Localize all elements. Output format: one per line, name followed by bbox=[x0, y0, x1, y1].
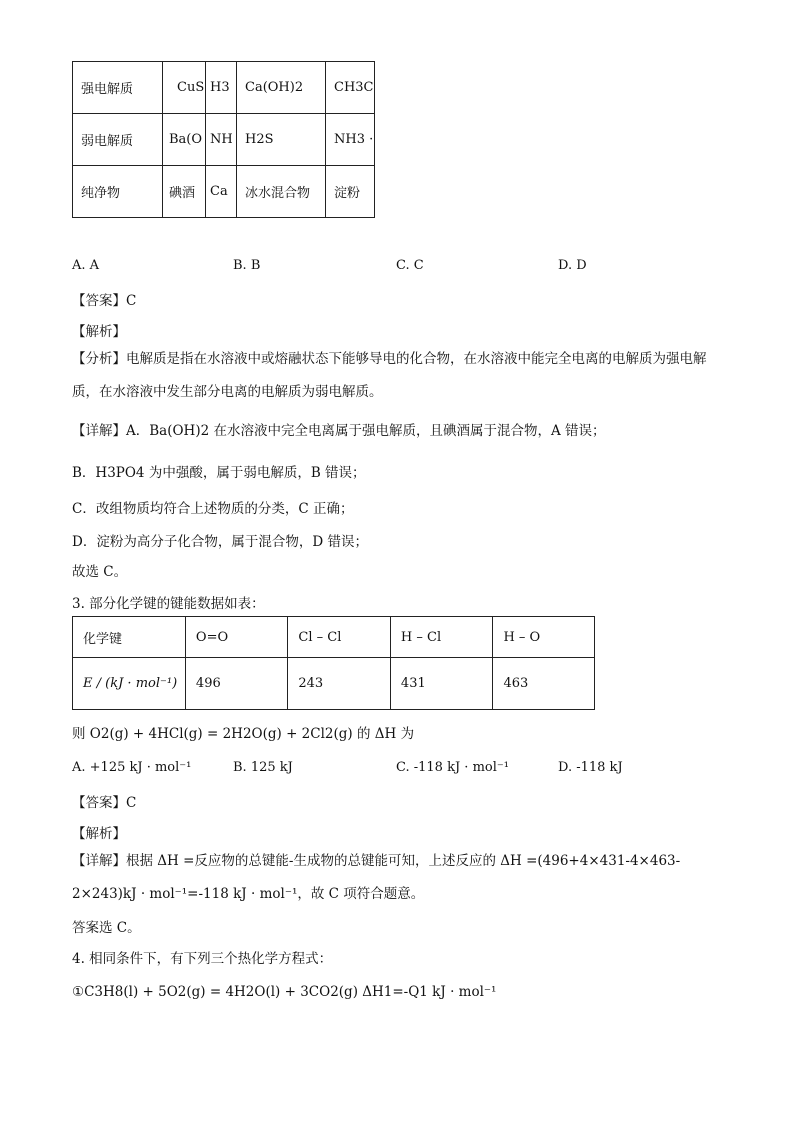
table-header: H – Cl bbox=[390, 617, 493, 658]
table-cell: H2S bbox=[237, 114, 326, 166]
classification-table bbox=[72, 61, 375, 218]
table-cell: 463 bbox=[493, 658, 595, 710]
option-c: C. C bbox=[396, 258, 424, 273]
detail-d: D．淀粉为高分子化合物，属于混合物，D 错误； bbox=[72, 534, 368, 550]
analysis-label: 【解析】 bbox=[72, 324, 126, 340]
table-cell: H3 bbox=[206, 62, 237, 114]
answer-label: 【答案】C bbox=[72, 293, 137, 309]
option-a: A. A bbox=[72, 258, 100, 273]
table-cell: 496 bbox=[185, 658, 287, 710]
table-row bbox=[73, 166, 375, 218]
table-row bbox=[73, 62, 375, 114]
option-a: A. +125 kJ · mol⁻¹ bbox=[72, 760, 192, 775]
table-cell: Ca bbox=[206, 166, 237, 218]
table-header: Cl – Cl bbox=[288, 617, 391, 658]
answer-label: 【答案】C bbox=[72, 795, 137, 811]
table-row-label: E / (kJ · mol⁻¹) bbox=[73, 658, 186, 710]
table-cell: 纯净物 bbox=[73, 166, 163, 218]
detail-c: C．改组物质均符合上述物质的分类，C 正确； bbox=[72, 501, 354, 517]
table-cell: CH3C bbox=[326, 62, 375, 114]
table-header: H – O bbox=[493, 617, 595, 658]
table-cell: Ba(O bbox=[163, 114, 206, 166]
table-header: 化学键 bbox=[73, 617, 186, 658]
conclusion: 故选 C。 bbox=[72, 564, 128, 580]
table-cell: 弱电解质 bbox=[73, 114, 163, 166]
detail-a: 【详解】A．Ba(OH)2 在水溶液中完全电离属于强电解质，且碘酒属于混合物，A 错误； bbox=[72, 423, 606, 439]
table-cell: 淀粉 bbox=[326, 166, 375, 218]
table-cell: Ca(OH)2 bbox=[237, 62, 326, 114]
analysis-label: 【解析】 bbox=[72, 826, 126, 842]
question-stem: 4. 相同条件下，有下列三个热化学方程式： bbox=[72, 951, 333, 967]
table-cell: CuS bbox=[163, 62, 206, 114]
question-text: 则 O2(g) + 4HCl(g) = 2H2O(g) + 2Cl2(g) 的 ΔH 为 bbox=[72, 726, 415, 742]
table-header: O=O bbox=[185, 617, 287, 658]
option-d: D. D bbox=[558, 258, 587, 273]
table-row bbox=[73, 114, 375, 166]
option-d: D. -118 kJ bbox=[558, 760, 623, 775]
table-header-row bbox=[73, 617, 595, 658]
bond-energy-table bbox=[72, 616, 595, 710]
equation-1: ①C3H8(l) + 5O2(g) = 4H2O(l) + 3CO2(g) ΔH1=-Q1 kJ · mol⁻¹ bbox=[72, 984, 497, 1000]
table-cell: 243 bbox=[288, 658, 391, 710]
detail-text: 【详解】根据 ΔH =反应物的总键能-生成物的总键能可知，上述反应的 ΔH =(496+4×431-4×463-2×243)kJ · mol⁻¹=-118 kJ · mol⁻¹，故 C 项符合题意。 bbox=[72, 853, 681, 902]
table-cell: NH bbox=[206, 114, 237, 166]
table-cell: 强电解质 bbox=[73, 62, 163, 114]
option-b: B. B bbox=[233, 258, 261, 273]
option-b: B. 125 kJ bbox=[233, 760, 293, 775]
option-c: C. -118 kJ · mol⁻¹ bbox=[396, 760, 509, 775]
table-row bbox=[73, 658, 595, 710]
analysis-text: 【分析】电解质是指在水溶液中或熔融状态下能够导电的化合物，在水溶液中能完全电离的电解质为强电解质，在水溶液中发生部分电离的电解质为弱电解质。 bbox=[72, 351, 707, 400]
table-cell: 冰水混合物 bbox=[237, 166, 326, 218]
question-stem: 3. 部分化学键的键能数据如表： bbox=[72, 596, 265, 612]
table-cell: NH3 · bbox=[326, 114, 375, 166]
detail-b: B．H3PO4 为中强酸，属于弱电解质，B 错误； bbox=[72, 465, 366, 481]
table-cell: 431 bbox=[390, 658, 493, 710]
table-cell: 碘酒 bbox=[163, 166, 206, 218]
conclusion: 答案选 C。 bbox=[72, 920, 141, 936]
